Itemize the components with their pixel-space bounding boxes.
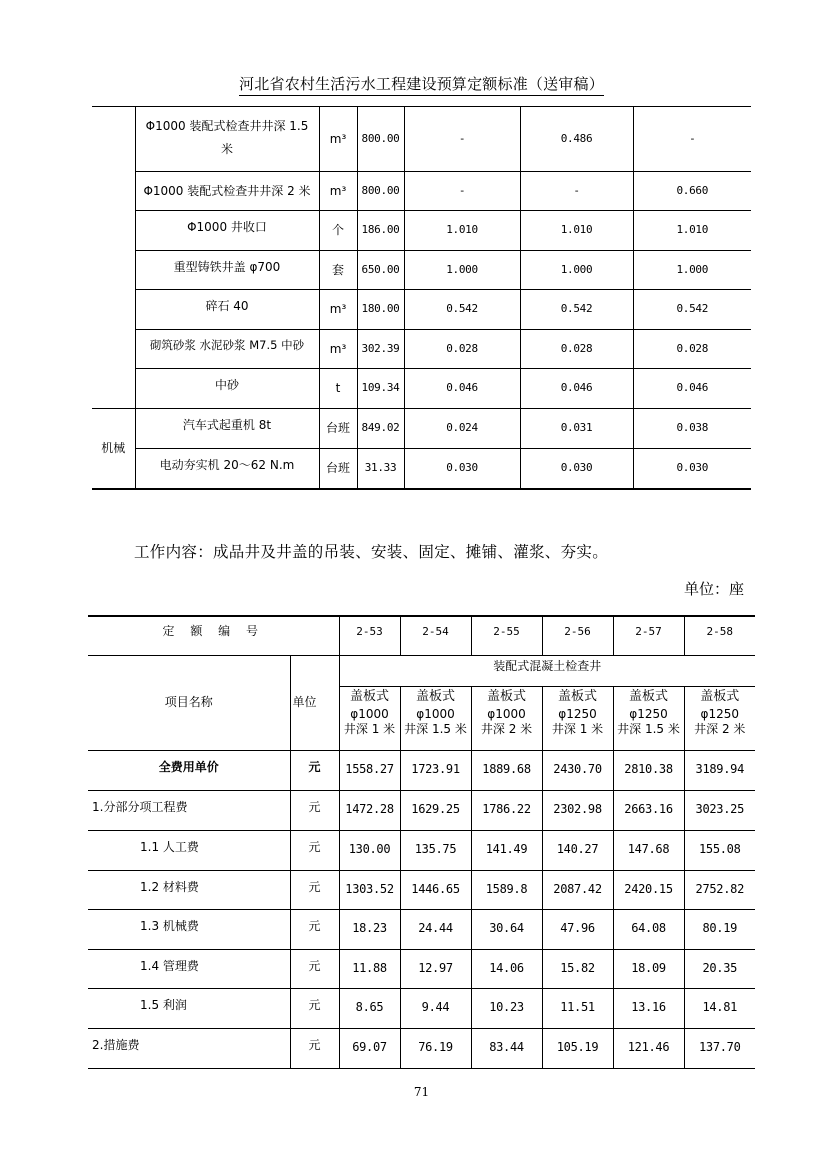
row-value: 64.08 <box>613 909 684 949</box>
item-price: 800.00 <box>357 172 404 211</box>
item-unit: 台班 <box>319 409 357 449</box>
group-header-row <box>88 655 755 686</box>
row-value: 69.07 <box>339 1028 400 1068</box>
item-value: 1.000 <box>404 251 520 290</box>
row-value: 3023.25 <box>684 790 755 830</box>
row-value: 147.68 <box>613 830 684 870</box>
table-row <box>92 290 751 330</box>
row-value: 2752.82 <box>684 870 755 909</box>
quota-code: 2-54 <box>400 616 471 655</box>
item-value: 0.046 <box>633 369 751 409</box>
table-row <box>88 909 755 949</box>
row-value: 2420.15 <box>613 870 684 909</box>
row-unit: 元 <box>290 1028 339 1068</box>
item-value: 0.046 <box>520 369 633 409</box>
table-row <box>88 830 755 870</box>
row-value: 10.23 <box>471 988 542 1028</box>
item-price: 31.33 <box>357 449 404 489</box>
item-value: 1.010 <box>633 211 751 251</box>
row-value: 1786.22 <box>471 790 542 830</box>
table-row <box>88 949 755 988</box>
table-row <box>88 750 755 790</box>
group-cell <box>92 107 135 409</box>
item-name: Φ1000 装配式检查井井深 1.5 米 <box>135 107 319 172</box>
table-row <box>88 1028 755 1068</box>
row-value: 11.51 <box>542 988 613 1028</box>
item-value: 0.038 <box>633 409 751 449</box>
item-name-header: 项目名称 <box>88 655 290 750</box>
row-unit: 元 <box>290 790 339 830</box>
table-row <box>88 870 755 909</box>
item-price: 186.00 <box>357 211 404 251</box>
row-value: 13.16 <box>613 988 684 1028</box>
row-value: 9.44 <box>400 988 471 1028</box>
page-number: 71 <box>413 1085 430 1099</box>
row-value: 20.35 <box>684 949 755 988</box>
row-unit: 元 <box>290 949 339 988</box>
item-name: 砌筑砂浆 水泥砂浆 M7.5 中砂 <box>135 330 319 369</box>
item-value: 0.024 <box>404 409 520 449</box>
item-value: 0.542 <box>633 290 751 330</box>
unit-line: 单位：座 <box>683 580 744 598</box>
row-value: 1589.8 <box>471 870 542 909</box>
table-row <box>88 988 755 1028</box>
item-value: 0.486 <box>520 107 633 172</box>
row-value: 30.64 <box>471 909 542 949</box>
item-value: 1.010 <box>520 211 633 251</box>
row-label: 1.2 材料费 <box>88 870 290 909</box>
row-value: 1303.52 <box>339 870 400 909</box>
material-quota-table <box>92 106 751 490</box>
item-unit: t <box>319 369 357 409</box>
quota-table <box>88 615 755 1069</box>
row-label: 1.1 人工费 <box>88 830 290 870</box>
row-unit: 元 <box>290 870 339 909</box>
item-price: 109.34 <box>357 369 404 409</box>
row-value: 12.97 <box>400 949 471 988</box>
row-unit: 元 <box>290 750 339 790</box>
item-value: 0.542 <box>404 290 520 330</box>
item-value: - <box>633 107 751 172</box>
row-value: 141.49 <box>471 830 542 870</box>
sub-header: 盖板式 φ1000 井深 1.5 米 <box>400 686 471 750</box>
item-unit: 套 <box>319 251 357 290</box>
item-unit: m³ <box>319 107 357 172</box>
item-value: 0.031 <box>520 409 633 449</box>
row-value: 1558.27 <box>339 750 400 790</box>
row-value: 121.46 <box>613 1028 684 1068</box>
table-row <box>92 409 751 449</box>
quota-code: 2-55 <box>471 616 542 655</box>
item-value: - <box>404 172 520 211</box>
row-value: 1629.25 <box>400 790 471 830</box>
group-label-machinery: 机械 <box>92 409 135 489</box>
item-value: 1.000 <box>633 251 751 290</box>
item-value: - <box>520 172 633 211</box>
item-unit: 个 <box>319 211 357 251</box>
row-value: 137.70 <box>684 1028 755 1068</box>
row-unit: 元 <box>290 830 339 870</box>
item-price: 302.39 <box>357 330 404 369</box>
row-value: 155.08 <box>684 830 755 870</box>
item-name: Φ1000 井收口 <box>135 211 319 251</box>
row-value: 18.09 <box>613 949 684 988</box>
row-label: 1.4 管理费 <box>88 949 290 988</box>
row-value: 14.81 <box>684 988 755 1028</box>
row-unit: 元 <box>290 909 339 949</box>
item-price: 180.00 <box>357 290 404 330</box>
sub-header: 盖板式 φ1000 井深 2 米 <box>471 686 542 750</box>
item-name: 电动夯实机 20～62 N.m <box>135 449 319 489</box>
item-name: 汽车式起重机 8t <box>135 409 319 449</box>
row-unit: 元 <box>290 988 339 1028</box>
table-row <box>92 251 751 290</box>
work-content: 工作内容：成品井及井盖的吊装、安装、固定、摊铺、灌浆、夯实。 <box>134 543 609 561</box>
row-value: 83.44 <box>471 1028 542 1068</box>
table-row <box>92 369 751 409</box>
item-value: 0.542 <box>520 290 633 330</box>
item-value: 0.030 <box>633 449 751 489</box>
quota-code: 2-56 <box>542 616 613 655</box>
row-value: 1723.91 <box>400 750 471 790</box>
item-price: 849.02 <box>357 409 404 449</box>
item-value: 1.010 <box>404 211 520 251</box>
table-row <box>92 172 751 211</box>
row-label: 1.5 利润 <box>88 988 290 1028</box>
item-value: 0.030 <box>520 449 633 489</box>
header-title: 河北省农村生活污水工程建设预算定额标准（送审稿） <box>239 75 604 96</box>
row-value: 130.00 <box>339 830 400 870</box>
row-value: 24.44 <box>400 909 471 949</box>
row-label: 1.分部分项工程费 <box>88 790 290 830</box>
row-value: 2087.42 <box>542 870 613 909</box>
item-name: 重型铸铁井盖 φ700 <box>135 251 319 290</box>
item-value: 0.028 <box>520 330 633 369</box>
item-value: - <box>404 107 520 172</box>
item-value: 0.028 <box>633 330 751 369</box>
row-value: 15.82 <box>542 949 613 988</box>
row-value: 3189.94 <box>684 750 755 790</box>
row-value: 14.06 <box>471 949 542 988</box>
row-value: 18.23 <box>339 909 400 949</box>
row-label: 1.3 机械费 <box>88 909 290 949</box>
document-header <box>0 73 823 94</box>
table-row <box>92 211 751 251</box>
row-value: 105.19 <box>542 1028 613 1068</box>
row-value: 2810.38 <box>613 750 684 790</box>
row-value: 1889.68 <box>471 750 542 790</box>
table-row <box>92 449 751 489</box>
row-value: 47.96 <box>542 909 613 949</box>
row-value: 8.65 <box>339 988 400 1028</box>
item-unit: m³ <box>319 330 357 369</box>
item-value: 0.028 <box>404 330 520 369</box>
row-value: 2302.98 <box>542 790 613 830</box>
item-value: 1.000 <box>520 251 633 290</box>
sub-header: 盖板式 φ1250 井深 1.5 米 <box>613 686 684 750</box>
row-value: 2663.16 <box>613 790 684 830</box>
sub-header: 盖板式 φ1250 井深 2 米 <box>684 686 755 750</box>
item-name: 中砂 <box>135 369 319 409</box>
item-unit: 台班 <box>319 449 357 489</box>
row-value: 11.88 <box>339 949 400 988</box>
row-label: 2.措施费 <box>88 1028 290 1068</box>
item-value: 0.030 <box>404 449 520 489</box>
quota-code: 2-53 <box>339 616 400 655</box>
table-row <box>92 107 751 172</box>
item-unit: m³ <box>319 172 357 211</box>
row-value: 80.19 <box>684 909 755 949</box>
item-value: 0.660 <box>633 172 751 211</box>
group-title: 装配式混凝土检查井 <box>339 655 755 686</box>
quota-code: 2-58 <box>684 616 755 655</box>
item-value: 0.046 <box>404 369 520 409</box>
row-value: 1446.65 <box>400 870 471 909</box>
row-label: 全费用单价 <box>88 750 290 790</box>
row-value: 76.19 <box>400 1028 471 1068</box>
row-value: 135.75 <box>400 830 471 870</box>
row-value: 140.27 <box>542 830 613 870</box>
item-price: 650.00 <box>357 251 404 290</box>
item-price: 800.00 <box>357 107 404 172</box>
quota-code: 2-57 <box>613 616 684 655</box>
sub-header: 盖板式 φ1000 井深 1 米 <box>339 686 400 750</box>
unit-header: 单位 <box>290 655 339 750</box>
table-row <box>88 790 755 830</box>
row-value: 2430.70 <box>542 750 613 790</box>
item-name: Φ1000 装配式检查井井深 2 米 <box>135 172 319 211</box>
table-row <box>92 330 751 369</box>
item-name: 碎石 40 <box>135 290 319 330</box>
item-unit: m³ <box>319 290 357 330</box>
sub-header: 盖板式 φ1250 井深 1 米 <box>542 686 613 750</box>
row-value: 1472.28 <box>339 790 400 830</box>
quota-code-row <box>88 616 755 655</box>
quota-code-label: 定 额 编 号 <box>88 616 339 655</box>
